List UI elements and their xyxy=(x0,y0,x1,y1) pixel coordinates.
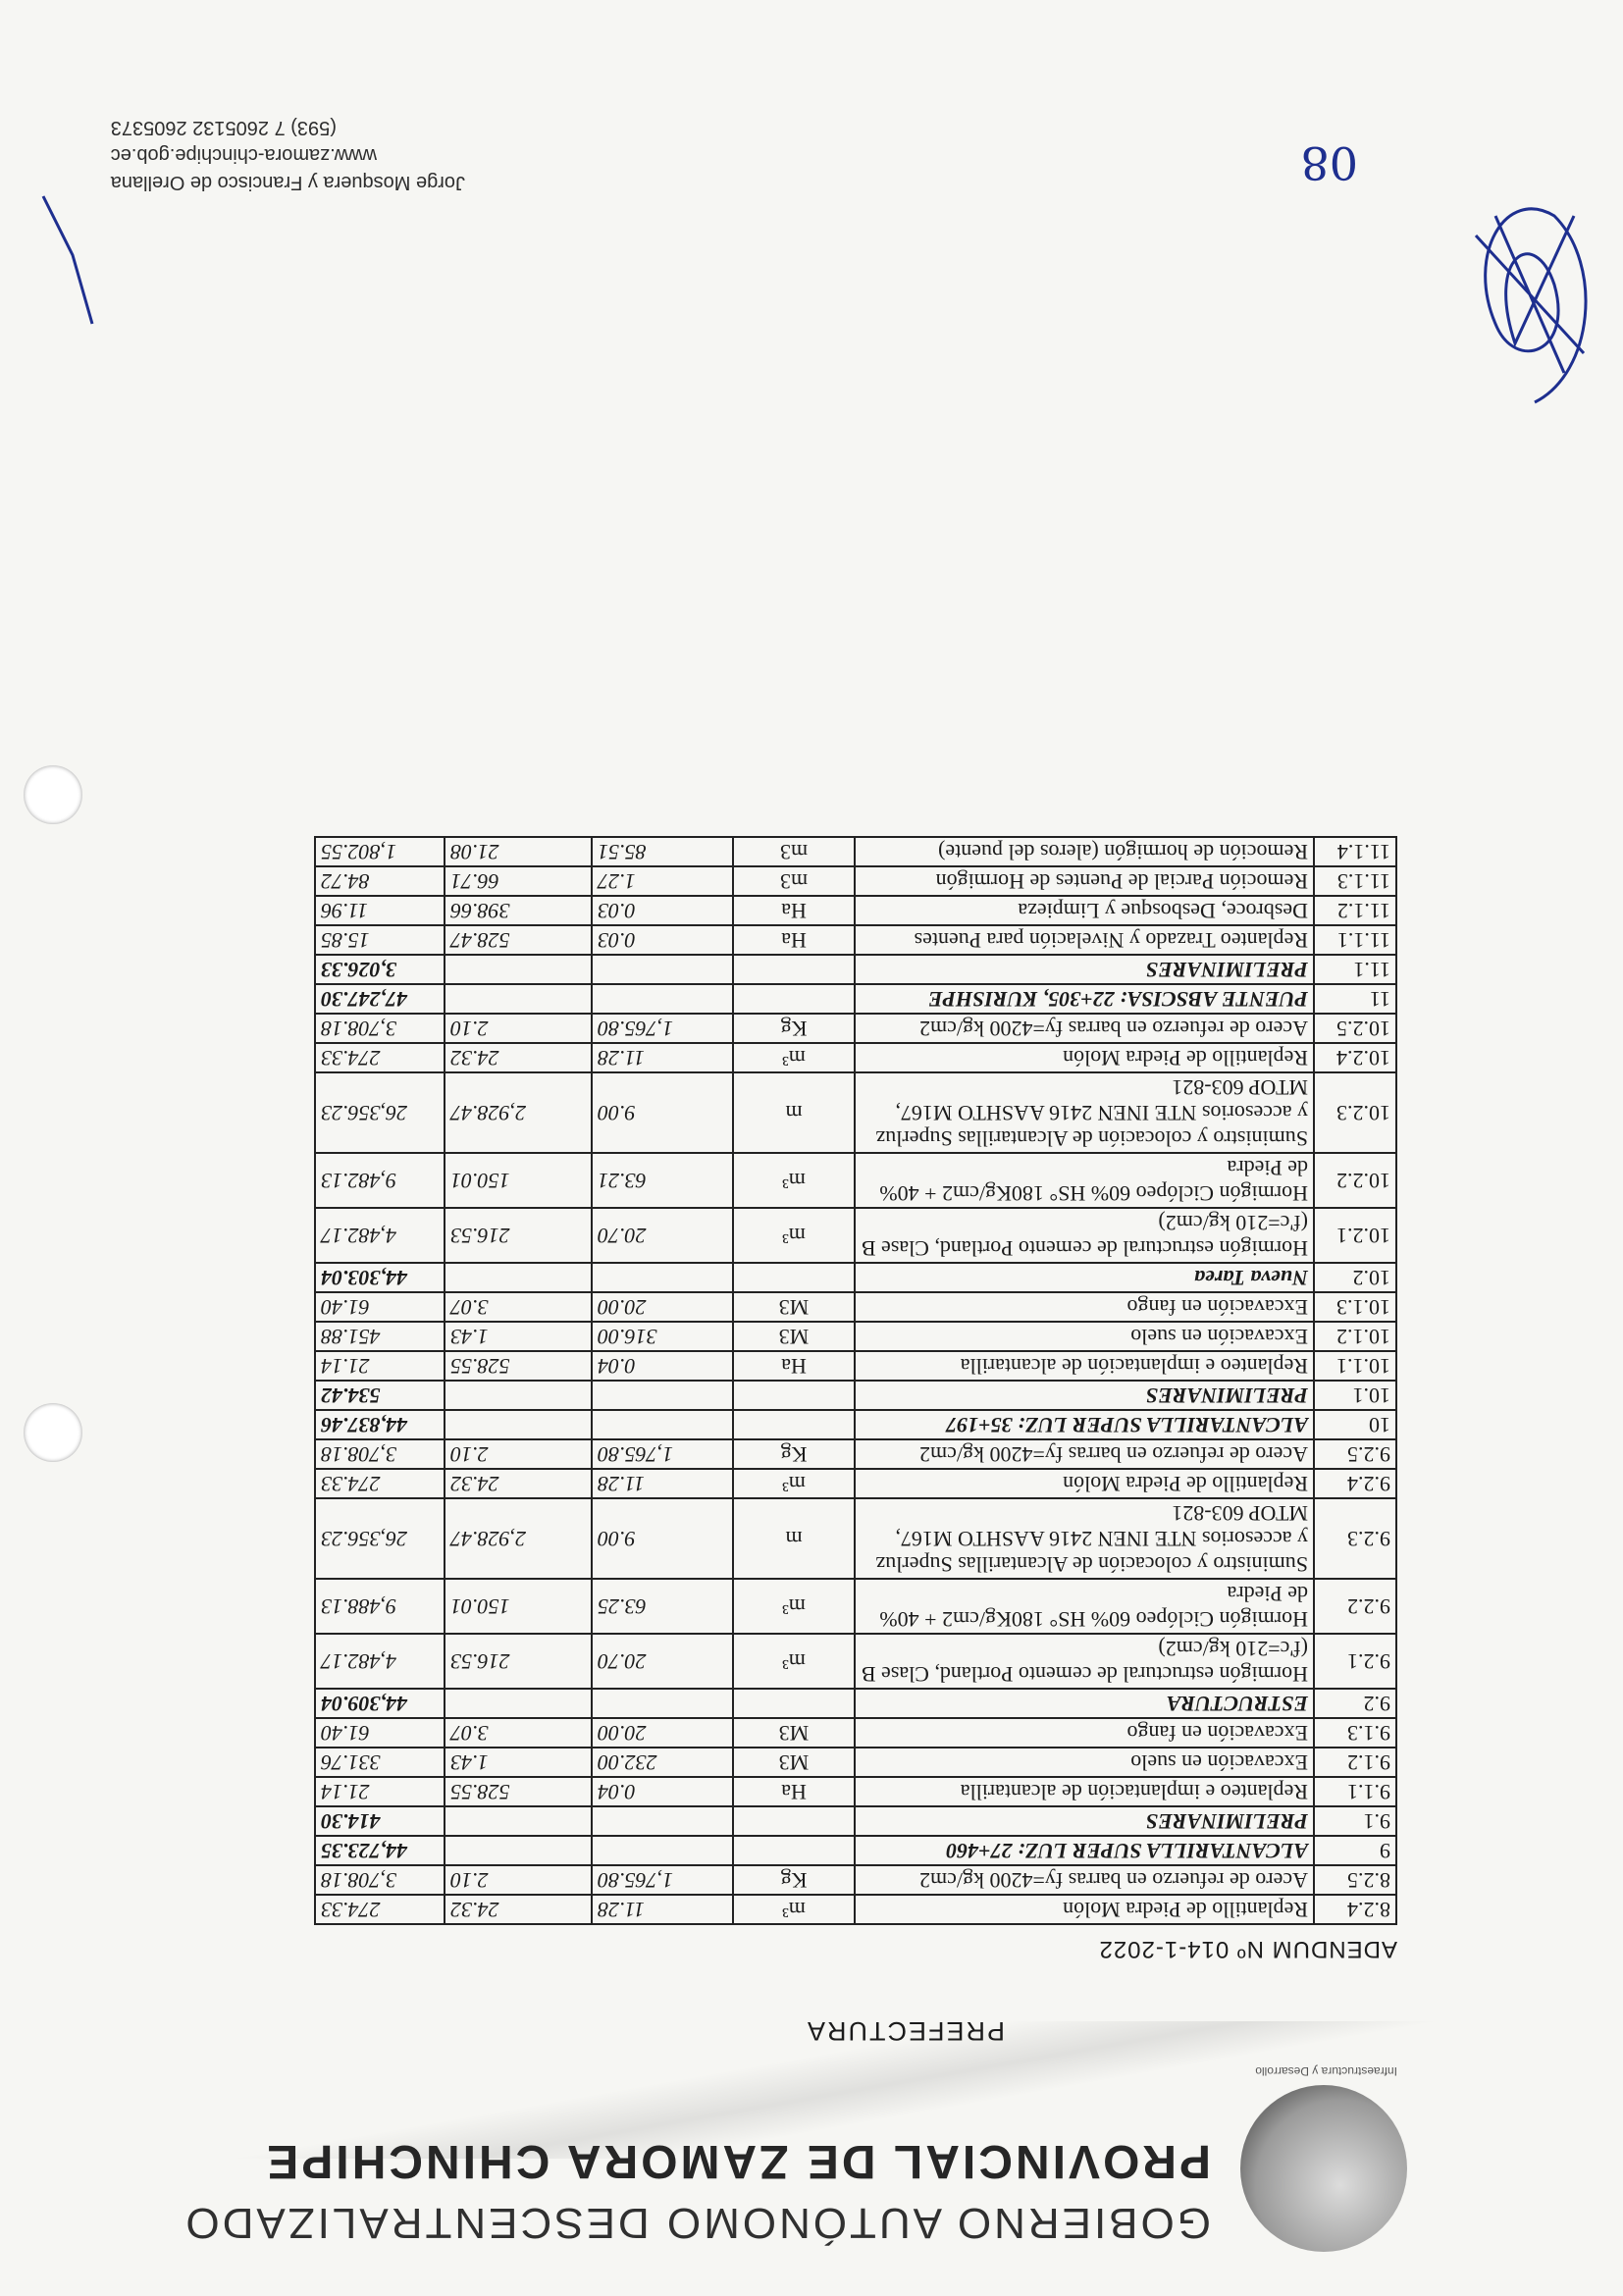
cell-item: 9.2.1 xyxy=(1314,1634,1396,1689)
cell-desc: Nueva Tarea xyxy=(855,1263,1314,1292)
cell-qty xyxy=(592,984,733,1014)
cell-item: 10 xyxy=(1314,1410,1396,1439)
cell-qty xyxy=(592,1410,733,1439)
cell-total: 11.96 xyxy=(315,896,445,925)
cell-unit xyxy=(733,955,855,984)
cell-desc: Hormigón Ciclópeo 60% HS° 180Kg/cm2 + 40% de Piedra xyxy=(855,1153,1314,1208)
table-row xyxy=(315,1865,1396,1895)
cell-item: 11 xyxy=(1314,984,1396,1014)
table-row xyxy=(315,1836,1396,1865)
table-row xyxy=(315,1748,1396,1777)
cell-unit: Kg xyxy=(733,1865,855,1895)
cell-desc: ALCANTARILLA SUPER LUZ: 27+460 xyxy=(855,1836,1314,1865)
cell-item: 11.1.3 xyxy=(1314,866,1396,896)
table-row xyxy=(315,1263,1396,1292)
cell-item: 10.1.2 xyxy=(1314,1322,1396,1351)
cell-qty: 20.70 xyxy=(592,1634,733,1689)
cell-total: 451.88 xyxy=(315,1322,445,1351)
cell-unit xyxy=(733,1806,855,1836)
cell-price xyxy=(445,955,592,984)
cell-qty: 0.03 xyxy=(592,896,733,925)
cell-qty: 9.00 xyxy=(592,1072,733,1153)
cell-desc: Remoción Parcial de Puentes de Hormigón xyxy=(855,866,1314,896)
table-row xyxy=(315,1498,1396,1579)
cell-total: 9,488.13 xyxy=(315,1579,445,1634)
cell-item: 8.2.4 xyxy=(1314,1895,1396,1924)
cell-unit xyxy=(733,1263,855,1292)
footer-phone: (593) 7 2605132 2605373 xyxy=(110,117,337,138)
cell-desc: Replanteo e implantación de alcantarilla xyxy=(855,1777,1314,1806)
cell-price: 150.01 xyxy=(445,1153,592,1208)
cell-total: 1,802.55 xyxy=(315,837,445,866)
cell-price: 2,928.47 xyxy=(445,1072,592,1153)
table-row xyxy=(315,955,1396,984)
cell-price xyxy=(445,1381,592,1410)
cell-unit: m3 xyxy=(733,866,855,896)
cell-total: 44,723.35 xyxy=(315,1836,445,1865)
cell-price xyxy=(445,1689,592,1718)
org-name-line1: GOBIERNO AUTÓNOMO DESCENTRALIZADO xyxy=(183,2199,1211,2247)
cell-qty: 63.21 xyxy=(592,1153,733,1208)
cell-price: 24.32 xyxy=(445,1469,592,1498)
cell-price: 150.01 xyxy=(445,1579,592,1634)
cell-total: 61.40 xyxy=(315,1718,445,1748)
cell-price: 2,928.47 xyxy=(445,1498,592,1579)
cell-unit xyxy=(733,1689,855,1718)
svg-text:08: 08 xyxy=(1300,136,1358,189)
table-row xyxy=(315,1777,1396,1806)
cell-item: 11.1.4 xyxy=(1314,837,1396,866)
cell-unit: m³ xyxy=(733,1579,855,1634)
table-row xyxy=(315,1439,1396,1469)
cell-price: 21.08 xyxy=(445,837,592,866)
cell-qty: 1,765.80 xyxy=(592,1865,733,1895)
cell-qty: 1.27 xyxy=(592,866,733,896)
table-row xyxy=(315,1043,1396,1072)
cell-qty: 0.04 xyxy=(592,1351,733,1381)
document-title: ADENDUM Nº 014-1-2022 xyxy=(1098,1936,1397,1962)
cell-desc: Suministro y colocación de Alcantarillas Superluz y accesorios NTE INEN 2416 AASHTO M167, MTOP 603-821 xyxy=(855,1072,1314,1153)
table-row xyxy=(315,1806,1396,1836)
prefecture-logo xyxy=(1240,2085,1407,2252)
cell-item: 9.2 xyxy=(1314,1689,1396,1718)
punch-hole xyxy=(24,1403,82,1462)
cell-qty: 232.00 xyxy=(592,1748,733,1777)
cell-item: 9.1 xyxy=(1314,1806,1396,1836)
cell-desc: Excavación en suelo xyxy=(855,1748,1314,1777)
cell-desc: Excavación en fango xyxy=(855,1292,1314,1322)
cell-item: 10.2.2 xyxy=(1314,1153,1396,1208)
cell-total: 21.14 xyxy=(315,1777,445,1806)
cell-item: 9.2.3 xyxy=(1314,1498,1396,1579)
cell-total: 274.33 xyxy=(315,1895,445,1924)
cell-unit: m³ xyxy=(733,1895,855,1924)
cell-item: 9.1.2 xyxy=(1314,1748,1396,1777)
cell-unit: m3 xyxy=(733,837,855,866)
cell-price xyxy=(445,1806,592,1836)
cell-price xyxy=(445,1836,592,1865)
table-row xyxy=(315,1895,1396,1924)
cell-desc: ALCANTARILLA SUPER LUZ: 35+197 xyxy=(855,1410,1314,1439)
cell-item: 8.2.5 xyxy=(1314,1865,1396,1895)
table-row xyxy=(315,1689,1396,1718)
cell-total: 44,837.46 xyxy=(315,1410,445,1439)
cell-total: 534.42 xyxy=(315,1381,445,1410)
letterhead xyxy=(0,1972,1623,2296)
cell-price: 528.55 xyxy=(445,1777,592,1806)
cell-price: 24.32 xyxy=(445,1895,592,1924)
cell-qty: 11.28 xyxy=(592,1469,733,1498)
cell-unit xyxy=(733,1381,855,1410)
cell-qty: 1,765.80 xyxy=(592,1439,733,1469)
cell-item: 11.1.2 xyxy=(1314,896,1396,925)
cell-qty: 63.25 xyxy=(592,1579,733,1634)
cell-qty: 316.00 xyxy=(592,1322,733,1351)
cell-item: 10.2 xyxy=(1314,1263,1396,1292)
cell-item: 10.1.3 xyxy=(1314,1292,1396,1322)
cell-qty xyxy=(592,955,733,984)
department-name: PREFECTURA xyxy=(805,2016,1005,2046)
cell-qty: 85.51 xyxy=(592,837,733,866)
cell-qty: 20.70 xyxy=(592,1208,733,1263)
footer-website: www.zamora-chinchipe.gob.ec xyxy=(110,144,377,166)
cell-desc: Hormigón estructural de cemento Portland, Clase B (f'c=210 kg/cm2) xyxy=(855,1208,1314,1263)
cell-desc: PRELIMINARES xyxy=(855,1381,1314,1410)
letterhead-footer xyxy=(111,114,465,196)
cell-price: 216.53 xyxy=(445,1634,592,1689)
cell-total: 26,356.23 xyxy=(315,1498,445,1579)
cell-qty: 11.28 xyxy=(592,1043,733,1072)
cell-price: 2.10 xyxy=(445,1865,592,1895)
cell-desc: Replanteo e implantación de alcantarilla xyxy=(855,1351,1314,1381)
cell-total: 3,708.18 xyxy=(315,1014,445,1043)
cell-unit: Kg xyxy=(733,1439,855,1469)
cell-total: 61.40 xyxy=(315,1292,445,1322)
cell-unit: m³ xyxy=(733,1469,855,1498)
cell-qty: 11.28 xyxy=(592,1895,733,1924)
cell-price: 66.71 xyxy=(445,866,592,896)
cell-unit: M3 xyxy=(733,1748,855,1777)
cell-unit xyxy=(733,1410,855,1439)
cell-total: 331.76 xyxy=(315,1748,445,1777)
cell-unit: Ha xyxy=(733,925,855,955)
cell-desc: Acero de refuerzo en barras fy=4200 kg/cm2 xyxy=(855,1439,1314,1469)
cell-total: 15.85 xyxy=(315,925,445,955)
cell-total: 26,356.23 xyxy=(315,1072,445,1153)
handwritten-mark xyxy=(24,186,112,334)
cell-unit: M3 xyxy=(733,1322,855,1351)
cell-unit: m³ xyxy=(733,1634,855,1689)
cell-item: 9.2.2 xyxy=(1314,1579,1396,1634)
signature-scribble xyxy=(1456,186,1613,412)
cell-item: 9.2.5 xyxy=(1314,1439,1396,1469)
cell-desc: PRELIMINARES xyxy=(855,955,1314,984)
cell-item: 10.2.1 xyxy=(1314,1208,1396,1263)
cell-unit: m³ xyxy=(733,1153,855,1208)
cell-item: 9.2.4 xyxy=(1314,1469,1396,1498)
cell-desc: Replantillo de Piedra Molón xyxy=(855,1469,1314,1498)
cell-unit: M3 xyxy=(733,1718,855,1748)
cell-qty xyxy=(592,1689,733,1718)
cell-item: 10.2.5 xyxy=(1314,1014,1396,1043)
cell-price: 398.66 xyxy=(445,896,592,925)
cell-desc: Replanteo Trazado y Nivelación para Puentes xyxy=(855,925,1314,955)
cell-desc: ESTRUCTURA xyxy=(855,1689,1314,1718)
table-row xyxy=(315,1718,1396,1748)
table-row xyxy=(315,925,1396,955)
cell-desc: PUENTE ABSCISA: 22+305, KURISHPE xyxy=(855,984,1314,1014)
cell-price xyxy=(445,1410,592,1439)
cell-price: 1.43 xyxy=(445,1322,592,1351)
cell-total: 3,708.18 xyxy=(315,1865,445,1895)
cell-total: 9,482.13 xyxy=(315,1153,445,1208)
quantities-table xyxy=(314,836,1397,1925)
cell-qty: 20.00 xyxy=(592,1718,733,1748)
logo-subtitle: Infraestructura y Desarrollo xyxy=(1255,2064,1397,2078)
cell-qty xyxy=(592,1263,733,1292)
cell-desc: Excavación en fango xyxy=(855,1718,1314,1748)
handwritten-page-number xyxy=(1280,123,1368,201)
cell-price: 2.10 xyxy=(445,1439,592,1469)
cell-qty: 20.00 xyxy=(592,1292,733,1322)
cell-desc: Remoción de hormigón (aleros del puente) xyxy=(855,837,1314,866)
table-row xyxy=(315,1292,1396,1322)
cell-desc: Suministro y colocación de Alcantarillas Superluz y accesorios NTE INEN 2416 AASHTO M167, MTOP 603-821 xyxy=(855,1498,1314,1579)
table-row xyxy=(315,837,1396,866)
cell-unit: Kg xyxy=(733,1014,855,1043)
table-row xyxy=(315,1208,1396,1263)
cell-unit: Ha xyxy=(733,1351,855,1381)
cell-total: 47,247.30 xyxy=(315,984,445,1014)
cell-item: 11.1.1 xyxy=(1314,925,1396,955)
table-row xyxy=(315,866,1396,896)
org-name-line2: PROVINCIAL DE ZAMORA CHINCHIPE xyxy=(264,2135,1211,2187)
cell-price xyxy=(445,984,592,1014)
cell-desc: Desbroce, Desbosque y Limpieza xyxy=(855,896,1314,925)
cell-price xyxy=(445,1263,592,1292)
cell-desc: Excavación en suelo xyxy=(855,1322,1314,1351)
cell-unit: M3 xyxy=(733,1292,855,1322)
cell-item: 11.1 xyxy=(1314,955,1396,984)
table-row xyxy=(315,1322,1396,1351)
cell-desc: Acero de refuerzo en barras fy=4200 kg/cm2 xyxy=(855,1865,1314,1895)
cell-price: 2.10 xyxy=(445,1014,592,1043)
cell-price: 528.47 xyxy=(445,925,592,955)
cell-item: 10.1 xyxy=(1314,1381,1396,1410)
footer-address: Jorge Mosquera y Francisco de Orellana xyxy=(110,172,465,193)
cell-unit: m xyxy=(733,1072,855,1153)
cell-qty xyxy=(592,1806,733,1836)
cell-total: 4,482.17 xyxy=(315,1208,445,1263)
table-row xyxy=(315,1381,1396,1410)
cell-qty: 1,765.80 xyxy=(592,1014,733,1043)
cell-qty xyxy=(592,1836,733,1865)
cell-total: 414.30 xyxy=(315,1806,445,1836)
punch-hole xyxy=(24,765,82,824)
cell-qty: 0.03 xyxy=(592,925,733,955)
table-row xyxy=(315,1014,1396,1043)
cell-desc: PRELIMINARES xyxy=(855,1806,1314,1836)
cell-price: 3.07 xyxy=(445,1718,592,1748)
cell-qty xyxy=(592,1381,733,1410)
table-row xyxy=(315,1153,1396,1208)
cell-price: 528.55 xyxy=(445,1351,592,1381)
cell-total: 3,708.18 xyxy=(315,1439,445,1469)
cell-total: 3,026.33 xyxy=(315,955,445,984)
cell-price: 24.32 xyxy=(445,1043,592,1072)
cell-item: 9.1.1 xyxy=(1314,1777,1396,1806)
cell-total: 4,482.17 xyxy=(315,1634,445,1689)
cell-desc: Replantillo de Piedra Molón xyxy=(855,1043,1314,1072)
table-row xyxy=(315,1410,1396,1439)
table-row xyxy=(315,1634,1396,1689)
cell-price: 216.53 xyxy=(445,1208,592,1263)
cell-unit: Ha xyxy=(733,896,855,925)
cell-item: 9.1.3 xyxy=(1314,1718,1396,1748)
cell-item: 10.1.1 xyxy=(1314,1351,1396,1381)
table-row xyxy=(315,984,1396,1014)
cell-unit: m xyxy=(733,1498,855,1579)
table-row xyxy=(315,1072,1396,1153)
cell-qty: 9.00 xyxy=(592,1498,733,1579)
cell-qty: 0.04 xyxy=(592,1777,733,1806)
cell-total: 274.33 xyxy=(315,1469,445,1498)
cell-total: 274.33 xyxy=(315,1043,445,1072)
cell-unit xyxy=(733,984,855,1014)
table-row xyxy=(315,896,1396,925)
cell-desc: Hormigón estructural de cemento Portland, Clase B (f'c=210 kg/cm2) xyxy=(855,1634,1314,1689)
cell-item: 10.2.3 xyxy=(1314,1072,1396,1153)
cell-total: 84.72 xyxy=(315,866,445,896)
table-row xyxy=(315,1469,1396,1498)
cell-desc: Hormigón Ciclópeo 60% HS° 180Kg/cm2 + 40% de Piedra xyxy=(855,1579,1314,1634)
cell-total: 21.14 xyxy=(315,1351,445,1381)
table-row xyxy=(315,1579,1396,1634)
cell-desc: Replantillo de Piedra Molón xyxy=(855,1895,1314,1924)
cell-unit: Ha xyxy=(733,1777,855,1806)
cell-unit: m³ xyxy=(733,1208,855,1263)
cell-unit xyxy=(733,1836,855,1865)
cell-item: 10.2.4 xyxy=(1314,1043,1396,1072)
cell-desc: Acero de refuerzo en barras fy=4200 kg/cm2 xyxy=(855,1014,1314,1043)
cell-price: 1.43 xyxy=(445,1748,592,1777)
cell-total: 44,309.04 xyxy=(315,1689,445,1718)
cell-unit: m³ xyxy=(733,1043,855,1072)
table-row xyxy=(315,1351,1396,1381)
cell-price: 3.07 xyxy=(445,1292,592,1322)
cell-item: 9 xyxy=(1314,1836,1396,1865)
cell-total: 44,303.04 xyxy=(315,1263,445,1292)
